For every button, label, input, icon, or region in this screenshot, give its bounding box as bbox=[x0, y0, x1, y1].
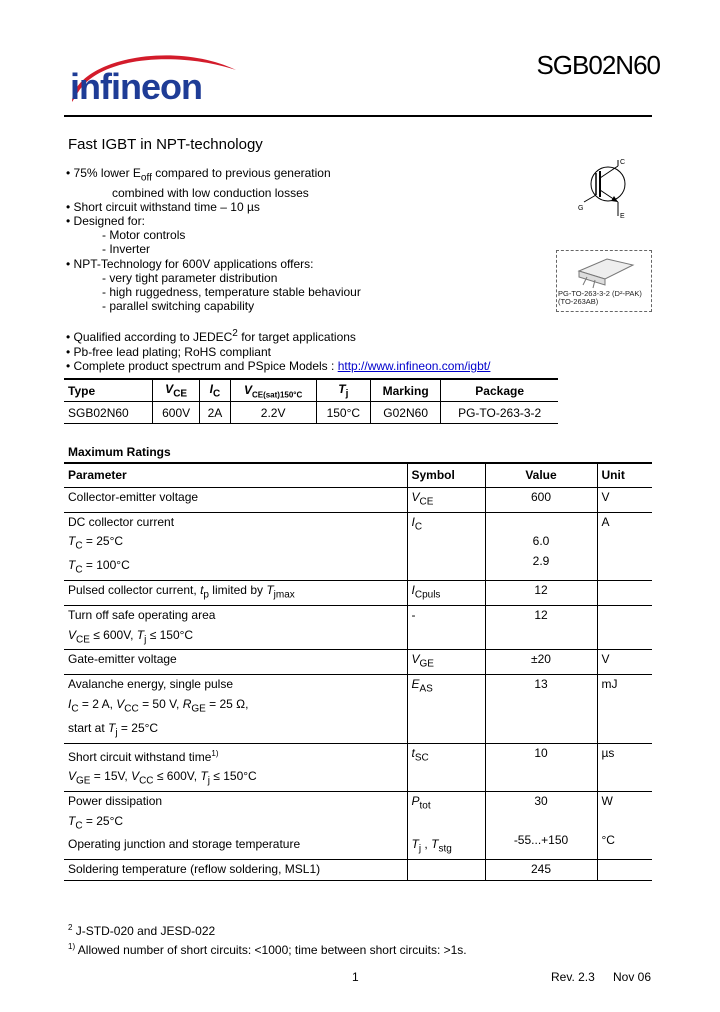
header-rule bbox=[64, 115, 652, 117]
feature-subitem: - Motor controls bbox=[102, 228, 186, 243]
max-ratings-table bbox=[64, 462, 652, 881]
svg-text:E: E bbox=[620, 213, 625, 220]
feature-subitem: - Inverter bbox=[102, 242, 151, 257]
revision-date: Nov 06 bbox=[613, 970, 652, 984]
feature-subitem: - parallel switching capability bbox=[102, 299, 255, 314]
table-row: Short circuit withstand time$^{1)}$ $V_{GE} = 15V$, $V_{CC} \le 600V$, $T_j \le 150^\circ C$ $t_{SC}$ 10 µs bbox=[64, 743, 652, 791]
igbt-link[interactable]: http://www.infineon.com/igbt/ bbox=[337, 358, 491, 373]
table-row: Gate-emitter voltage $V_{GE}$ ±20 V bbox=[64, 650, 652, 675]
table-row: Avalanche energy, single pulse $I_C = 2$ A, $V_{CC} = 50$ V, $R_{GE} = 25$ Ω, start at $T_j = 25^\circ C$ $E_{AS}$ 13 mJ bbox=[64, 675, 652, 743]
col-parameter: Parameter bbox=[68, 468, 127, 482]
col-symbol: Symbol bbox=[407, 463, 485, 488]
max-ratings-title: Maximum Ratings bbox=[68, 445, 171, 459]
col-type: Type bbox=[68, 383, 96, 398]
feature-item: • Designed for: bbox=[66, 214, 145, 228]
feature-subitem: - high ruggedness, temperature stable behaviour bbox=[102, 285, 361, 300]
part-number: SGB02N60 bbox=[536, 50, 660, 80]
table-row: Soldering temperature (reflow soldering, MSL1) 245 bbox=[64, 860, 652, 881]
footnotes bbox=[68, 920, 467, 958]
table-row: Pulsed collector current, $t_p$ limited by $T_{jmax}$ $I_{Cpuls}$ 12 bbox=[64, 581, 652, 606]
col-package: Package bbox=[441, 379, 558, 402]
feature-item: • Short circuit withstand time – 10 µs bbox=[66, 199, 260, 214]
svg-text:C: C bbox=[620, 159, 626, 166]
igbt-symbol-icon bbox=[574, 158, 634, 222]
type-table bbox=[64, 378, 558, 424]
col-value: Value bbox=[485, 463, 597, 488]
page-subtitle: Fast IGBT in NPT-technology bbox=[68, 136, 263, 153]
footnote-jedec: $^2$ J-STD-020 and JESD-022 bbox=[68, 923, 216, 938]
feature-subitem: - very tight parameter distribution bbox=[102, 270, 278, 285]
feature-item: • 75% lower $E_{off}$ compared to previous generation bbox=[66, 166, 331, 184]
col-unit: Unit bbox=[597, 463, 652, 488]
brand-wordmark: infineon bbox=[70, 66, 202, 107]
table-row: SGB02N60 600V 2A 2.2V 150°C G02N60 PG-TO-263-3-2 bbox=[64, 402, 558, 424]
col-tj: $T_j$ bbox=[316, 379, 370, 402]
infineon-logo bbox=[64, 44, 240, 116]
package-drawing-icon bbox=[557, 251, 651, 291]
feature-item: • Complete product spectrum and PSpice Models : http://www.infineon.com/igbt/ bbox=[66, 358, 491, 373]
feature-item: • NPT-Technology for 600V applications offers: bbox=[66, 256, 314, 271]
package-label: PG-TO-263-3-2 (D²-PAK) (TO-263AB) bbox=[558, 289, 642, 306]
table-row: Turn off safe operating area $V_{CE} \le 600V$, $T_j \le 150^\circ C$ - 12 bbox=[64, 606, 652, 650]
page-number: 1 bbox=[352, 970, 359, 984]
table-row: DC collector current $T_C = 25^\circ C$ $T_C = 100^\circ C$ $I_C$ 6.0 2.9 A bbox=[64, 512, 652, 580]
revision: Rev. 2.3 bbox=[551, 970, 595, 984]
feature-list bbox=[66, 166, 536, 373]
footnote-short-circuit: $^{1)}$ Allowed number of short circuits: <1000; time between short circuits: >1s. bbox=[68, 942, 467, 957]
svg-text:G: G bbox=[578, 205, 584, 212]
table-row: Power dissipation $T_C = 25^\circ C$ Operating junction and storage temperature $P_{tot}$ $T_j$ , $T_{stg}$ 30 -55...+150 W °C bbox=[64, 792, 652, 860]
feature-item: • Qualified according to JEDEC$^2$ for target applications bbox=[66, 328, 356, 345]
table-row: Collector-emitter voltage $V_{CE}$ 600 V bbox=[64, 488, 652, 513]
feature-item: • Pb-free lead plating; RoHS compliant bbox=[66, 344, 271, 359]
feature-item-cont: combined with low conduction losses bbox=[112, 185, 309, 200]
col-ic: $I_C$ bbox=[200, 379, 230, 402]
col-vce: $V_{CE}$ bbox=[152, 379, 199, 402]
col-vcesat: $V_{CE(sat)150^\circ C}$ bbox=[230, 379, 316, 402]
col-marking: Marking bbox=[370, 379, 440, 402]
